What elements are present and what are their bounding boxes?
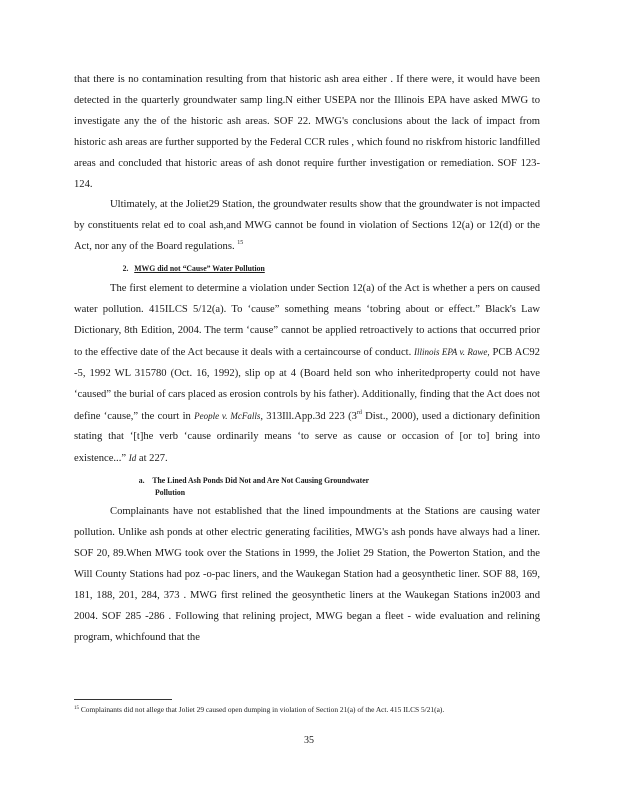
footnote-reference[interactable]: 15 xyxy=(237,240,244,247)
footnote-number: 15 xyxy=(74,706,79,711)
footnote-separator xyxy=(74,699,172,700)
footnote-text: Complainants did not allege that Joliet 29 caused open dumping in violation of Section 21(a) of the Act. 415 ILCS 5/21(a). xyxy=(80,705,445,714)
paragraph-3-end: at 227. xyxy=(138,453,168,465)
section-heading-a-line-2: Pollution xyxy=(155,487,186,498)
paragraph-3-cite-post: Dist., 2000), used a dictionary definition stating that ‘[t]he verb ‘cause ordinarily means ‘to serve as cause or occasion of [or to] bring into existence...” xyxy=(74,410,540,465)
section-heading-2-number: 2. xyxy=(122,263,129,274)
paragraph-3 xyxy=(74,279,540,470)
section-heading-a-letter: a. xyxy=(138,475,145,486)
paragraph-3-text-b: PCB AC92 -5, 1992 WL 315780 (Oct. 16, 1992), slip op at 4 (Board held son who inheritedproperty could not have ‘caused” the burial of cars placed as erosion controls by his father). Additionally, finding that the Act does not define ‘cause,” the court in xyxy=(74,346,540,422)
footnote xyxy=(74,703,540,715)
body-text xyxy=(74,70,540,649)
section-heading-a xyxy=(74,470,493,502)
case-citation-mcfalls: People v. McFalls xyxy=(194,410,261,421)
section-heading-a-text: The Lined Ash Ponds Did Not and Are Not Causing Groundwater xyxy=(152,475,370,486)
paragraph-3-cite-sup: rd xyxy=(356,409,362,416)
section-heading-2-text: MWG did not “Cause” Water Pollution xyxy=(134,263,265,274)
section-heading-2 xyxy=(74,258,493,279)
paragraph-2 xyxy=(74,195,540,258)
paragraph-3-text-a: The first element to determine a violation under Section 12(a) of the Act is whether a pers on caused water pollution. 415ILCS 5/12(a). To ‘cause” something means ‘tobring about or effect.” Black's Law Dictionary, 8th Edition, 2004. The term ‘cause” cannot be applied retroactively to actions that occurred prior to the effective date of the Act because it deals with a certaincourse of conduct. xyxy=(74,283,540,358)
page-number: 35 xyxy=(304,735,314,746)
section-heading-a-line-1 xyxy=(139,474,494,486)
citation-id: Id xyxy=(128,453,137,464)
case-citation-rawe: Illinois EPA v. Rawe, xyxy=(414,346,490,357)
paragraph-2-text: Ultimately, at the Joliet29 Station, the groundwater results show that the groundwater is not impacted by constituents relat ed to coal ash,and MWG cannot be found in violation of Sections 12(a) or 12(d) or the Act, nor any of the Board regulations. xyxy=(74,199,540,253)
paragraph-3-cite-pre: , 313Ill.App.3d 223 (3 xyxy=(260,410,357,422)
paragraph-4: Complainants have not established that the lined impoundments at the Stations are causing water pollution. Unlike ash ponds at other electric generating facilities, MWG's ash ponds have always had a liner. SOF 20, 89.When MWG took over the Stations in 1999, the Joliet 29 Station, the Powerton Station, and the Will County Stations had poz -o-pac liners, and the Waukegan Station had a geosynthetic liner. SOF 88, 169, 181, 188, 201, 284, 373 . MWG first relined the geosynthetic liners at the Waukegan Stations in2003 and 2004. SOF 285 -286 . Following that relining project, MWG began a fleet - wide evaluation and relining program, whichfound that the xyxy=(74,506,540,643)
paragraph-1: that there is no contamination resulting from that historic ash area either . If there were, it would have been detected in the quarterly groundwater samp ling.N either USEPA nor the Illinois EPA have asked MWG to investigate any the of the historic ash areas. SOF 22. MWG's conclusions about the lack of impact from historic ash areas are further supported by the Federal CCR rules , which found no riskfrom historic landfilled areas and concluded that historic areas of ash donot require further investigation or remediation. SOF 123-124. xyxy=(74,74,541,190)
